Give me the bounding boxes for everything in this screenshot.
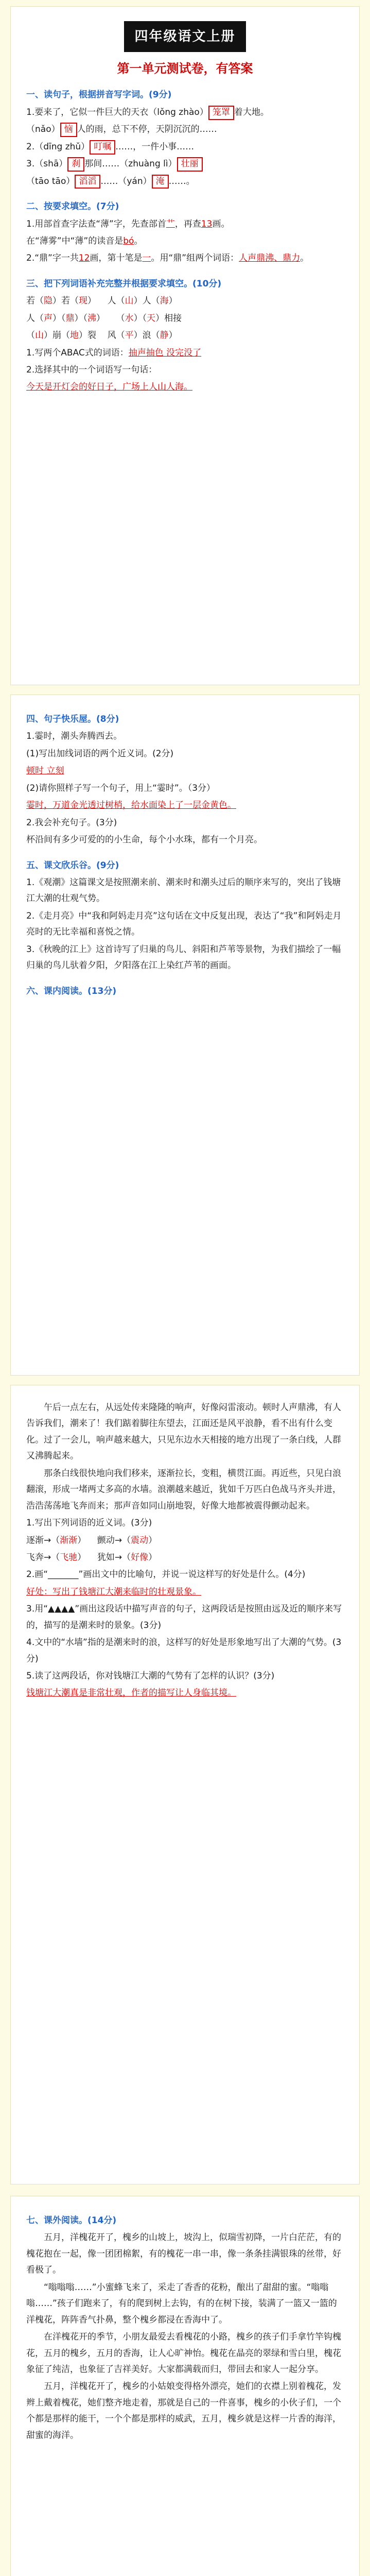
s4-line-4: 2.我会补充句子。(3分): [26, 817, 117, 828]
grade-badge: 四年级语文上册: [124, 21, 245, 52]
p1-q1-row-2: 飞奔→（飞驰） 犹如→（好像）: [26, 1552, 157, 1563]
section-2-title: 二、按要求填空。(7分): [26, 201, 119, 212]
s4-answer-1: 顿时 立刻: [26, 766, 64, 776]
passage-2-para-3: 在洋槐花开的季节，小朋友最爱去看槐花的小路，槐乡的孩子们手拿竹竿钩槐花，五月的槐乡，五月的香海，让人心旷神怡。槐花在晶亮的翠绿和雪白里，槐花象征了纯洁，也象征了吉祥美好。大家都满载而归，带回去和家人一起分享。: [26, 2332, 341, 2375]
section-7-title: 七、课外阅读。(14分): [26, 2215, 117, 2226]
s4-line-3: (2)请你照样子写一个句子，用上“霎时”。（3分）: [26, 783, 216, 793]
passage-2-para-2: “嗡嗡嗡……”小蜜蜂飞来了，采走了香香的花粉，酿出了甜甜的蜜。“嗡嗡嗡……”孩子们跑来了，有的爬到树上去钩，有的在树下接，装满了一篮又一篮的洋槐花，阵阵香气扑鼻，整个槐乡都浸在香海中了。: [26, 2282, 337, 2325]
p1-q3: 3.用“▲▲▲▲”画出这段话中描写声音的句子，这两段话是按照由远及近的顺序来写的，描写的是潮来时的景象。(3分): [26, 1604, 342, 1631]
s3-q2: 2.选择其中的一个词语写一句话：: [26, 365, 157, 376]
card-part-3: [10, 1385, 360, 2184]
p1-q5-answer: 钱塘江大潮真是非常壮观，作者的描写让人身临其境。: [26, 1688, 236, 1699]
card-part-1: [10, 6, 360, 685]
p1-q1-row-1: 逐渐→（渐渐） 颤动→（震动）: [26, 1535, 157, 1546]
s4-line-5: 杯沿间有多少可爱的的小生命，每个小水珠，都有一个月亮。: [26, 835, 262, 845]
s5-line-2: 2.《走月亮》中“我和阿妈走月亮”这句话在文中反复出现，表达了“我”和阿妈走月亮时的无比幸福和喜悦之情。: [26, 910, 342, 938]
card-part-2: [10, 694, 360, 1376]
passage-1-para-1: 午后一点左右，从远处传来隆隆的响声，好像闷雷滚动。顿时人声鼎沸，有人告诉我们，潮来了！我们踮着脚往东望去，江面还是风平浪静，看不出有什么变化。过了一会儿，响声越来越大，只见东边水天相接的地方出现了一条白线，人群又沸腾起来。: [26, 1402, 341, 1462]
s3-q2-answer: 今天是开灯会的好日子，广场上人山人海。: [26, 382, 192, 393]
p1-q2: 2.画“_______”画出文中的比喻句，并说一说这样写的好处是什么。(4分): [26, 1569, 306, 1580]
s3-grid-row-1: 若（隐）若（现） 人（山）人（海）: [26, 296, 178, 307]
section-3-title: 三、把下列词语补充完整并根据要求填空。(10分): [26, 278, 222, 289]
s4-line-1: 1.霎时，潮头奔腾西去。: [26, 731, 122, 742]
s4-answer-2: 霎时，万道金光透过树梢，给水面染上了一层金黄色。: [26, 800, 236, 811]
section-6-title: 六、课内阅读。(13分): [26, 986, 117, 996]
s2-line-2: 在“薄雾”中“薄”的读音是bó。: [26, 235, 143, 246]
page-title: 第一单元测试卷，有答案: [117, 61, 253, 76]
p1-q2-answer: 好处：写出了钱塘江大潮来临时的壮观景象。: [26, 1586, 201, 1597]
s1-line-2: （nǎo） 恼 人的雨，总下不停，天阴沉沉的……: [26, 122, 344, 138]
s3-grid-row-3: （山）崩（地）裂 风（平）浪（静）: [26, 330, 178, 341]
p1-q1: 1.写出下列词语的近义词。(3分): [26, 1518, 152, 1529]
p1-q5: 5.读了这两段话，你对钱塘江大潮的气势有了怎样的认识？(3分): [26, 1671, 275, 1681]
passage-1-para-2: 那条白线很快地向我们移来，逐渐拉长，变粗，横贯江面。再近些，只见白浪翻滚，形成一堵两丈多高的水墙。浪潮越来越近，犹如千万匹白色战马齐头并进，浩浩荡荡地飞奔而来；那声音如同山崩地裂，好像大地都被震得颤动起来。: [26, 1468, 341, 1511]
s1-line-1: 1.要来了，它似一件巨大的天衣（lǒng zhào） 笼罩 着大地。: [26, 105, 344, 121]
s3-q1: 1.写两个ABAC式的词语：抽声抽色 没完没了: [26, 347, 202, 358]
section-1-title: 一、读句子，根据拼音写字词。(9分): [26, 90, 172, 100]
s4-line-2: (1)写出加线词语的两个近义词。(2分): [26, 748, 174, 759]
s2-line-3: 2.“鼎”字一共12画，第十笔是一。用“鼎”组两个词语：人声鼎沸、鼎力。: [26, 253, 309, 264]
s1-line-5: （tāo tāo） 滔滔 ……（yán） 淹 ……。: [26, 174, 344, 190]
p1-q4: 4.文中的“水墙”指的是潮来时的浪，这样写的好处是形象地写出了大潮的气势。(3分): [26, 1637, 342, 1664]
passage-2-para-4: 五月，洋槐花开了，槐乡的小姑娘变得格外漂亮，她们的衣襟上别着槐花，发辫上戴着槐花，她们整齐地走着，那就是自己的一件喜事，槐乡的小伙子们，一个个都是那样的能干，一个个都是那样的威武，五月，槐乡就是这样一片香的海洋，甜蜜的海洋。: [26, 2381, 341, 2441]
s1-line-4: 3.（shā） 刹 那间……（zhuàng lì） 壮丽: [26, 156, 344, 172]
passage-2-para-1: 五月，洋槐花开了，槐乡的山坡上，坡沟上，似瑞雪初降，一片白茫茫，有的槐花抱在一起，像一团团棉絮，有的槐花一串一串，像一条条挂满银珠的丝带，好看极了。: [26, 2232, 341, 2276]
section-4-title: 四、句子快乐屋。(8分): [26, 714, 119, 724]
card-part-4: [10, 2196, 360, 2576]
s1-line-3: 2.（dīng zhǔ） 叮嘱 ……，一件小事……: [26, 139, 344, 155]
s3-grid-row-2: 人（声）（鼎）（沸） （水）（天）相接: [26, 313, 182, 324]
s5-line-3: 3.《秋晚的江上》这首诗写了归巢的鸟儿、斜阳和芦苇等景物，为我们描绘了一幅归巢的鸟儿驮着夕阳，夕阳落在江上染红芦苇的画面。: [26, 944, 341, 971]
section-5-title: 五、课文欣乐谷。(9分): [26, 860, 119, 871]
s2-line-1: 1.用部首查字法查“薄”字，先查部首艹，再查13画。: [26, 218, 230, 229]
s5-line-1: 1.《观潮》这篇课文是按照潮来前、潮来时和潮头过后的顺序来写的，突出了钱塘江大潮的壮观气势。: [26, 877, 341, 904]
